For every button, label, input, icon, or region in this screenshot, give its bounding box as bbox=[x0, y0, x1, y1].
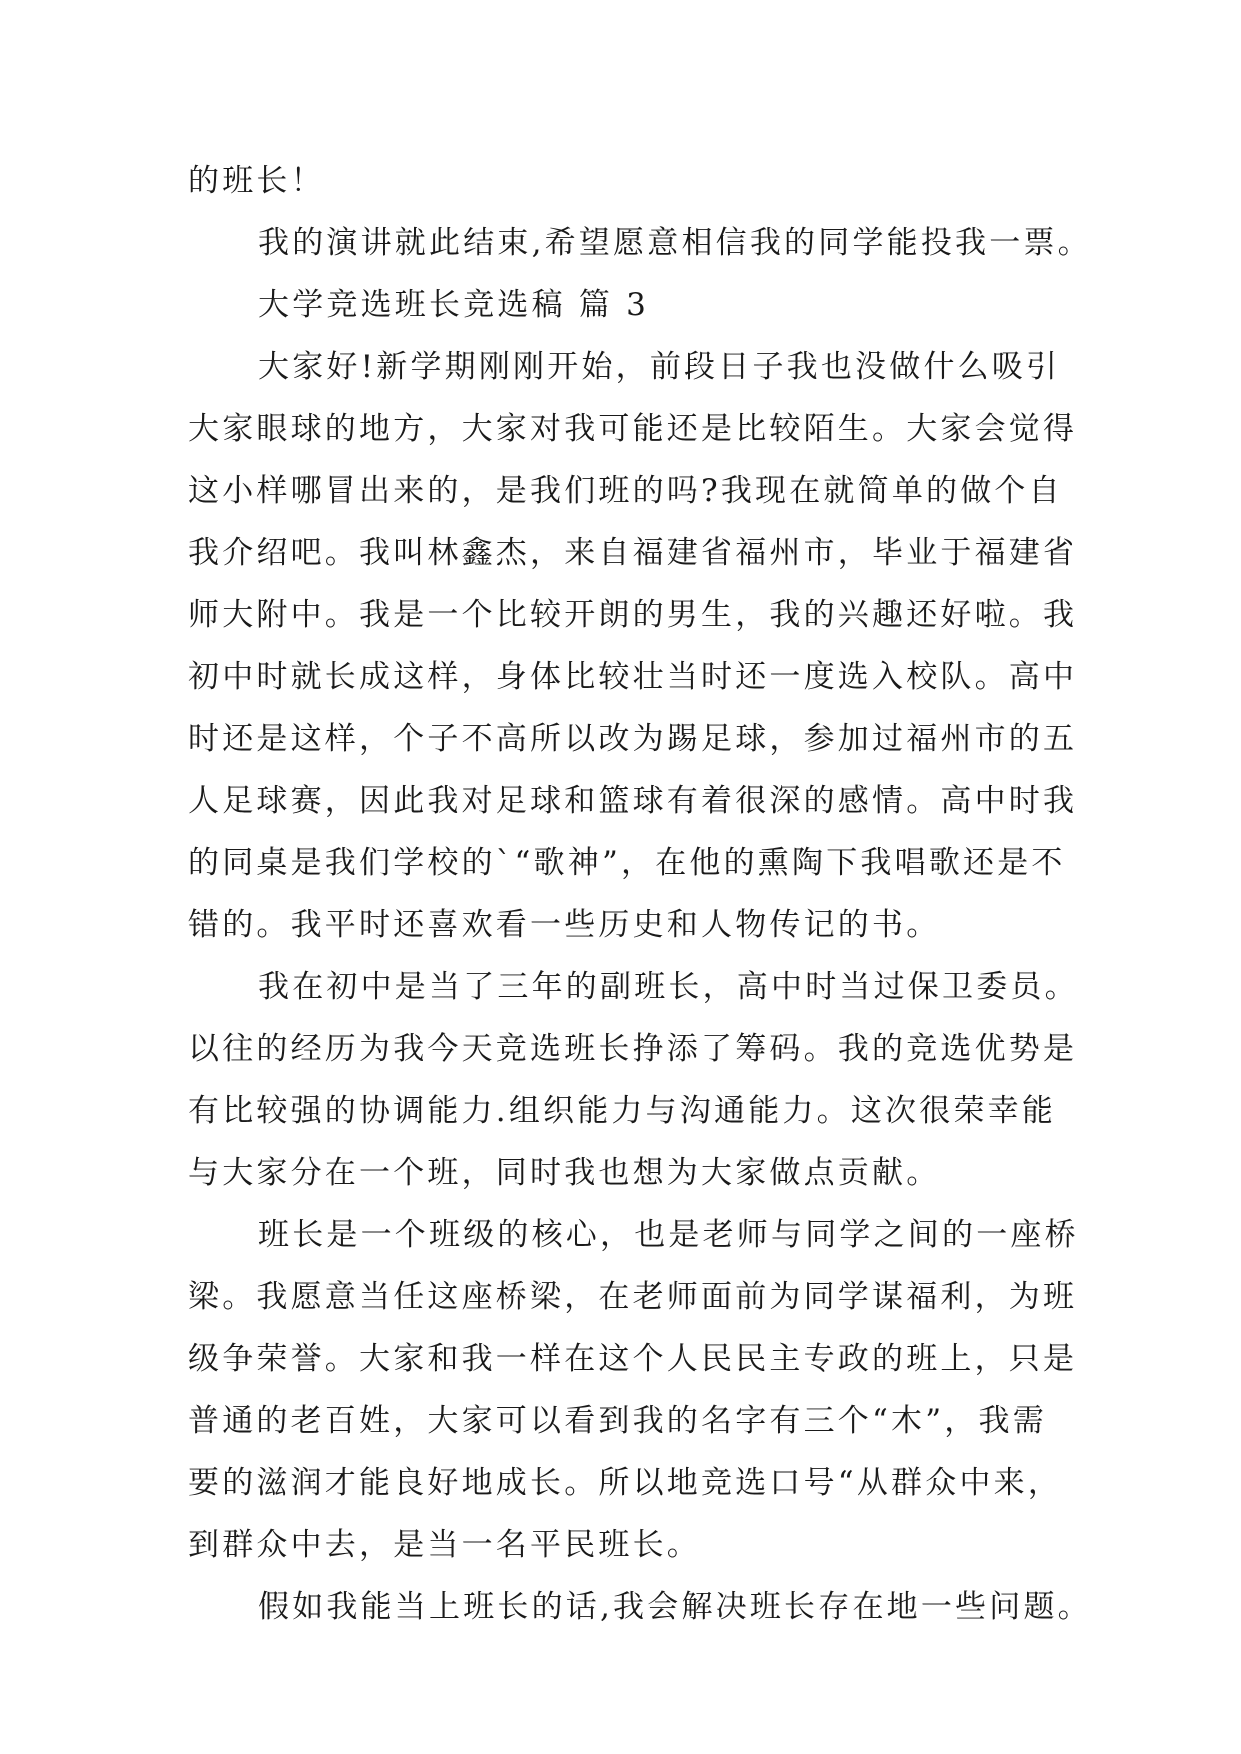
text-line: 师大附中。我是一个比较开朗的男生，我的兴趣还好啦。我 bbox=[188, 597, 1078, 633]
text-line: 这小样哪冒出来的，是我们班的吗?我现在就简单的做个自 bbox=[188, 473, 1063, 509]
text-line: 的同桌是我们学校的`“歌神”，在他的熏陶下我唱歌还是不 bbox=[188, 845, 1066, 881]
text-line: 时还是这样，个子不高所以改为踢足球，参加过福州市的五 bbox=[188, 721, 1078, 757]
text-line: 大家好!新学期刚刚开始，前段日子我也没做什么吸引 bbox=[258, 349, 1061, 385]
text-line: 班长是一个班级的核心，也是老师与同学之间的一座桥 bbox=[258, 1217, 1079, 1253]
text-line: 我介绍吧。我叫林鑫杰，来自福建省福州市，毕业于福建省 bbox=[188, 535, 1078, 571]
section-heading: 大学竞选班长竞选稿 篇 3 bbox=[258, 287, 650, 323]
text-line: 与大家分在一个班，同时我也想为大家做点贡献。 bbox=[188, 1155, 941, 1191]
text-line: 普通的老百姓，大家可以看到我的名字有三个“木”，我需 bbox=[188, 1403, 1047, 1439]
text-line: 错的。我平时还喜欢看一些历史和人物传记的书。 bbox=[188, 907, 941, 943]
text-line: 人足球赛，因此我对足球和篮球有着很深的感情。高中时我 bbox=[188, 783, 1078, 819]
text-line: 梁。我愿意当任这座桥梁，在老师面前为同学谋福利，为班 bbox=[188, 1279, 1078, 1315]
text-line: 以往的经历为我今天竞选班长挣添了筹码。我的竞选优势是 bbox=[188, 1031, 1078, 1067]
text-line: 假如我能当上班长的话,我会解决班长存在地一些问题。 bbox=[258, 1589, 1092, 1625]
text-line: 的班长！ bbox=[188, 163, 325, 199]
text-line: 我的演讲就此结束,希望愿意相信我的同学能投我一票。 bbox=[258, 225, 1092, 261]
text-line: 大家眼球的地方，大家对我可能还是比较陌生。大家会觉得 bbox=[188, 411, 1078, 447]
text-line: 级争荣誉。大家和我一样在这个人民民主专政的班上，只是 bbox=[188, 1341, 1078, 1377]
text-line: 我在初中是当了三年的副班长，高中时当过保卫委员。 bbox=[258, 969, 1079, 1005]
text-line: 到群众中去，是当一名平民班长。 bbox=[188, 1527, 701, 1563]
text-line: 要的滋润才能良好地成长。所以地竞选口号“从群众中来， bbox=[188, 1465, 1063, 1501]
text-line: 有比较强的协调能力.组织能力与沟通能力。这次很荣幸能 bbox=[188, 1093, 1057, 1129]
text-line: 初中时就长成这样，身体比较壮当时还一度选入校队。高中 bbox=[188, 659, 1078, 695]
